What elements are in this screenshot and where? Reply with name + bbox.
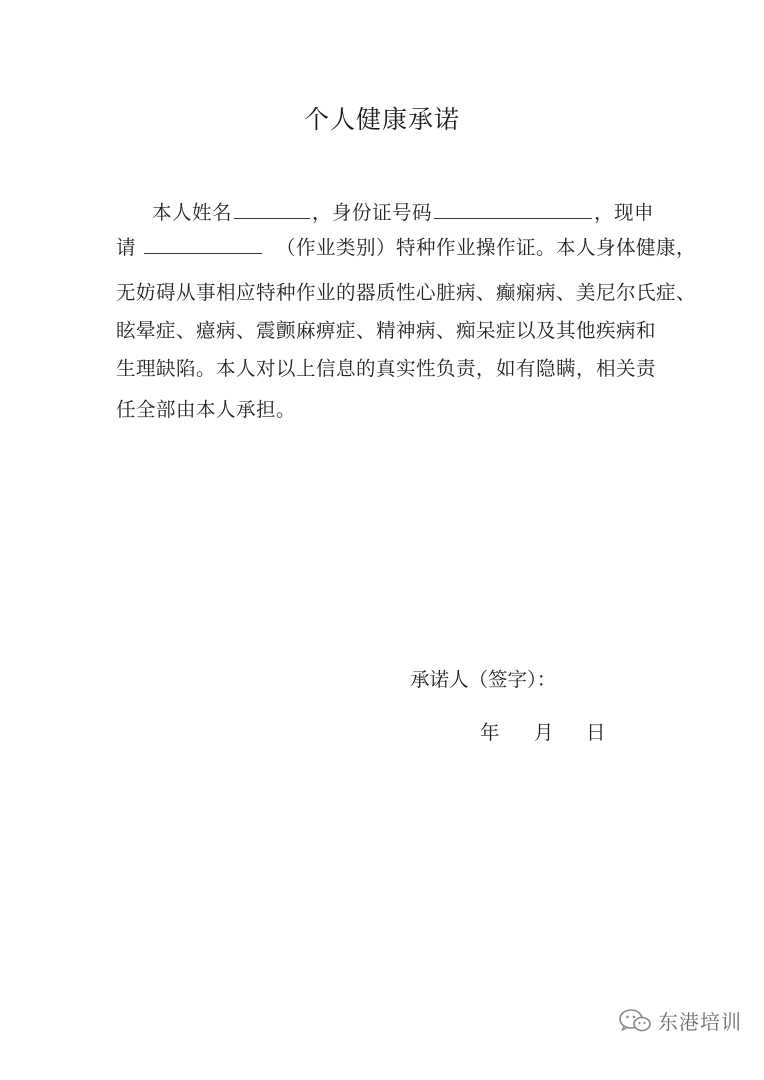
id-number-blank[interactable] <box>434 200 592 219</box>
day-label: 日 <box>586 721 606 744</box>
watermark <box>618 1006 742 1035</box>
month-label: 月 <box>534 721 554 744</box>
year-label: 年 <box>480 721 500 744</box>
category-text: （作业类别）特种作业操作证。本人身体健康， <box>276 236 697 259</box>
wechat-icon <box>618 1008 652 1034</box>
paragraph-line-3: 无妨碍从事相应特种作业的器质性心脏病、癫痫病、美尼尔氏症、 <box>116 281 697 304</box>
paragraph-line-2 <box>116 235 696 260</box>
category-blank[interactable] <box>144 235 262 254</box>
watermark-text: 东港培训 <box>658 1010 742 1034</box>
name-blank[interactable] <box>234 200 310 219</box>
id-label: ，身份证号码 <box>312 201 433 224</box>
paragraph-line-5: 生理缺陷。本人对以上信息的真实性负责，如有隐瞒，相关责 <box>116 357 657 380</box>
apply-text: ，现申 <box>594 201 655 224</box>
signature-label: 承诺人（签字）： <box>410 668 557 691</box>
apply-text-cont: 请 <box>116 236 137 259</box>
paragraph-line-1 <box>152 200 654 225</box>
paragraph-line-6: 任全部由本人承担。 <box>116 398 297 421</box>
paragraph-line-4: 眩晕症、癔病、震颤麻痹症、精神病、痴呆症以及其他疾病和 <box>116 319 657 342</box>
name-label: 本人姓名 <box>152 201 233 224</box>
document-title: 个人健康承诺 <box>303 105 460 134</box>
